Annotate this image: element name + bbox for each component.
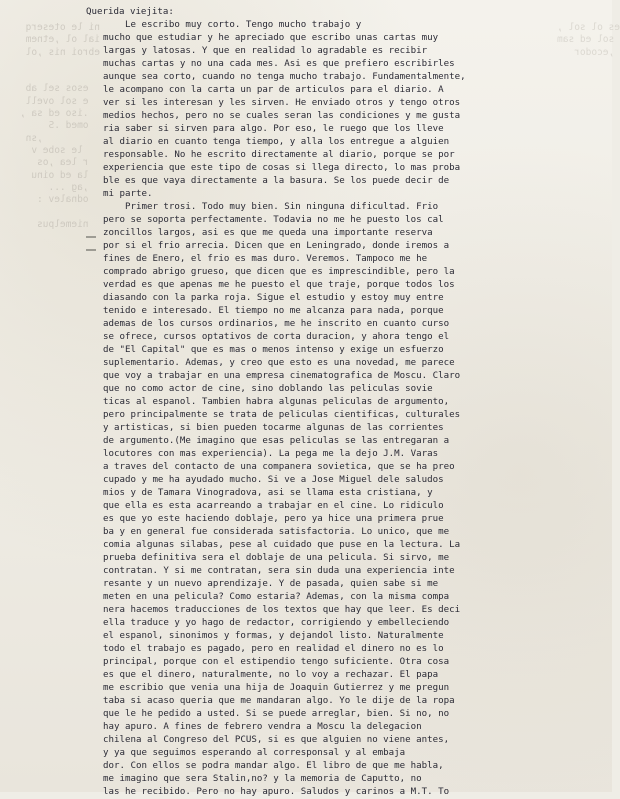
letter-line: al diario en cuanto tenga tiempo, y alla los entregue a alguien bbox=[103, 137, 450, 147]
letter-line: que ella es esta acarreando a trabajar en el cine. Lo ridiculo bbox=[103, 501, 444, 511]
letter-line: ademas de los cursos ordinarios, me he inscrito en cuanto curso bbox=[103, 319, 450, 329]
letter-line: ticas al espanol. Tambien habra algunas peliculas de argumento, bbox=[103, 397, 450, 407]
letter-line: resante y un nuevo aprendizaje. Y de pasada, quien sabe si me bbox=[103, 579, 439, 589]
letter-line: que voy a trabajar en una empresa cinematografica de Moscu. Claro bbox=[103, 371, 461, 381]
letter-line: contratan. Y si me contratan, sera sin duda una experiencia inte bbox=[103, 566, 455, 576]
letter-line: principal, porque con el estipendio tengo suficiente. Otra cosa bbox=[103, 657, 450, 667]
letter-line: responsable. No he escrito directamente al diario, porque se por bbox=[103, 150, 455, 160]
letter-line: pero se soporta perfectamente. Todavia no me he puesto los cal bbox=[103, 215, 444, 225]
letter-line: tenido e interesado. El tiempo no me alcanza para nada, porque bbox=[103, 306, 444, 316]
letter-line: es que el dinero, naturalmente, no lo voy a rechazar. El papa bbox=[103, 670, 439, 680]
letter-line: es que yo este haciendo doblaje, pero ya hice una primera prue bbox=[103, 514, 444, 524]
salutation: Querida viejita: bbox=[86, 7, 174, 17]
letter-line: prueba definitiva sera el doblaje de una pelicula. Si sirvo, me bbox=[103, 553, 450, 563]
letter-line: locutores con mas experiencia). La pega me la dejo J.M. Varas bbox=[103, 449, 439, 459]
letter-line: por si el frio arrecia. Dicen que en Leningrado, donde iremos a bbox=[103, 241, 450, 251]
letter-line: comia algunas silabas, pese al cuidado que puse en la lectura. La bbox=[103, 540, 461, 550]
letter-line: mios y de Tamara Vinogradova, asi se llama esta cristiana, y bbox=[103, 488, 433, 498]
letter-line: mucho que estudiar y he apreciado que escribo unas cartas muy bbox=[103, 33, 439, 43]
letter-line: medios hechos, pero no se cuales seran las condiciones y me gusta bbox=[103, 111, 461, 121]
letter-line: Primer trosi. Todo muy bien. Sin ninguna dificultad. Frio bbox=[103, 202, 439, 212]
letter-line: pero principalmente se trata de peliculas cientificas, culturales bbox=[103, 410, 461, 420]
letter-line: dor. Con ellos se podra mandar algo. El libro de que me habla, bbox=[103, 761, 444, 771]
letter-line: zoncillos largos, asi es que me queda una importante reserva bbox=[103, 228, 433, 238]
letter-line: todo el trabajo es pagado, pero en realidad el dinero no es lo bbox=[103, 644, 444, 654]
letter-line: las he recibido. Pero no hay apuro. Saludos y carinos a M.T. To bbox=[103, 787, 450, 797]
letter-line: hay apuro. A fines de febrero vendra a Moscu la delegacion bbox=[103, 722, 422, 732]
reverse-side-bleed-through: ni le oteserq ial ol ,etnem ebroi nis ,ol esos sel ab e sol ovell .iso ed sa , omed .S ,sn le sobe v r lea ,os la ed oinu ,ag ... odnalev : niemelpus bbox=[19, 22, 100, 230]
margin-mark bbox=[86, 236, 96, 238]
letter-line: aunque sea corto, cuando no tenga mucho trabajo. Fundamentalmente, bbox=[103, 72, 466, 82]
letter-line: ver si les interesan y les sirven. He enviado otros y tengo otros bbox=[103, 98, 461, 108]
letter-line: experiencia que este tipo de cosas si llega directo, lo mas proba bbox=[103, 163, 461, 173]
letter-line: suplementario. Ademas, y creo que esto es una novedad, me parece bbox=[103, 358, 455, 368]
letter-line: que no como actor de cine, sino doblando las peliculas sovie bbox=[103, 384, 433, 394]
letter-line: ble es que vaya directamente a la basura. Se los puede decir de bbox=[103, 176, 450, 186]
letter-line: de "El Capital" que es mas o menos intenso y exige un esfuerzo bbox=[103, 345, 444, 355]
letter-line: mi parte. bbox=[103, 189, 153, 199]
margin-mark bbox=[86, 249, 96, 251]
letter-line: le acompano con la carta un par de articulos para el diario. A bbox=[103, 85, 444, 95]
letter-line: ella traduce y yo hago de redactor, corrigiendo y embelleciendo bbox=[103, 618, 450, 628]
letter-line: diasando con la parka roja. Sigue el estudio y estoy muy entre bbox=[103, 293, 444, 303]
letter-line: se ofrece, cursos optativos de corta duracion, y ahora tengo el bbox=[103, 332, 450, 342]
letter-line: meten en una pelicula? Como estaria? Ademas, con la misma compa bbox=[103, 592, 450, 602]
letter-line: me imagino que sera Stalin,no? y la memoria de Caputto, no bbox=[103, 774, 422, 784]
letter-body bbox=[86, 6, 603, 799]
letter-line: y artisticas, si bien pueden tocarme algunas de las corrientes bbox=[103, 423, 444, 433]
letter-line: fines de Enero, el frio es mas duro. Veremos. Tampoco me he bbox=[103, 254, 428, 264]
letter-line: me escribio que venia una hija de Joaquin Gutierrez y me pregun bbox=[103, 683, 450, 693]
letter-line: muchas cartas y no una cada mes. Asi es que prefiero escribirles bbox=[103, 59, 455, 69]
letter-line: largas y latosas. Y que en realidad lo agradable es recibir bbox=[103, 46, 428, 56]
letter-line: ba y en general fue considerada satisfactoria. Lo unico, que me bbox=[103, 527, 450, 537]
letter-line: Le escribo muy corto. Tengo mucho trabajo y bbox=[103, 20, 362, 30]
letter-line: que le he pedido a usted. Si se puede arreglar, bien. Si no, no bbox=[103, 709, 450, 719]
letter-line: verdad es que apenas me he puesto el que traje, porque todos los bbox=[103, 280, 455, 290]
letter-line: y ya que seguimos esperando al corresponsal y al embaja bbox=[103, 748, 406, 758]
letter-line: ria saber si sirven para algo. Por eso, le ruego que los lleve bbox=[103, 124, 444, 134]
letter-line: nera hacemos traducciones de los textos que hay que leer. Es deci bbox=[103, 605, 461, 615]
letter-line: de argumento.(Me imagino que esas peliculas se las entregaran a bbox=[103, 436, 450, 446]
letter-line: a traves del contacto de una companera sovietica, que se ha preo bbox=[103, 462, 455, 472]
letter-line: chilena al Congreso del PCUS, si es que alguien no viene antes, bbox=[103, 735, 450, 745]
reverse-side-bleed-through-right: es ol sol , sol ed sam ,ecodor bbox=[557, 22, 620, 58]
letter-line: taba si acaso queria que me mandaran algo. Yo le dije de la ropa bbox=[103, 696, 455, 706]
letter-line: cupado y me ha ayudado mucho. Si ve a Jose Miguel dele saludos bbox=[103, 475, 444, 485]
letter-line: el espanol, sinonimos y formas, y dejandol listo. Naturalmente bbox=[103, 631, 444, 641]
letter-line: comprado abrigo grueso, que dicen que es imprescindible, pero la bbox=[103, 267, 455, 277]
